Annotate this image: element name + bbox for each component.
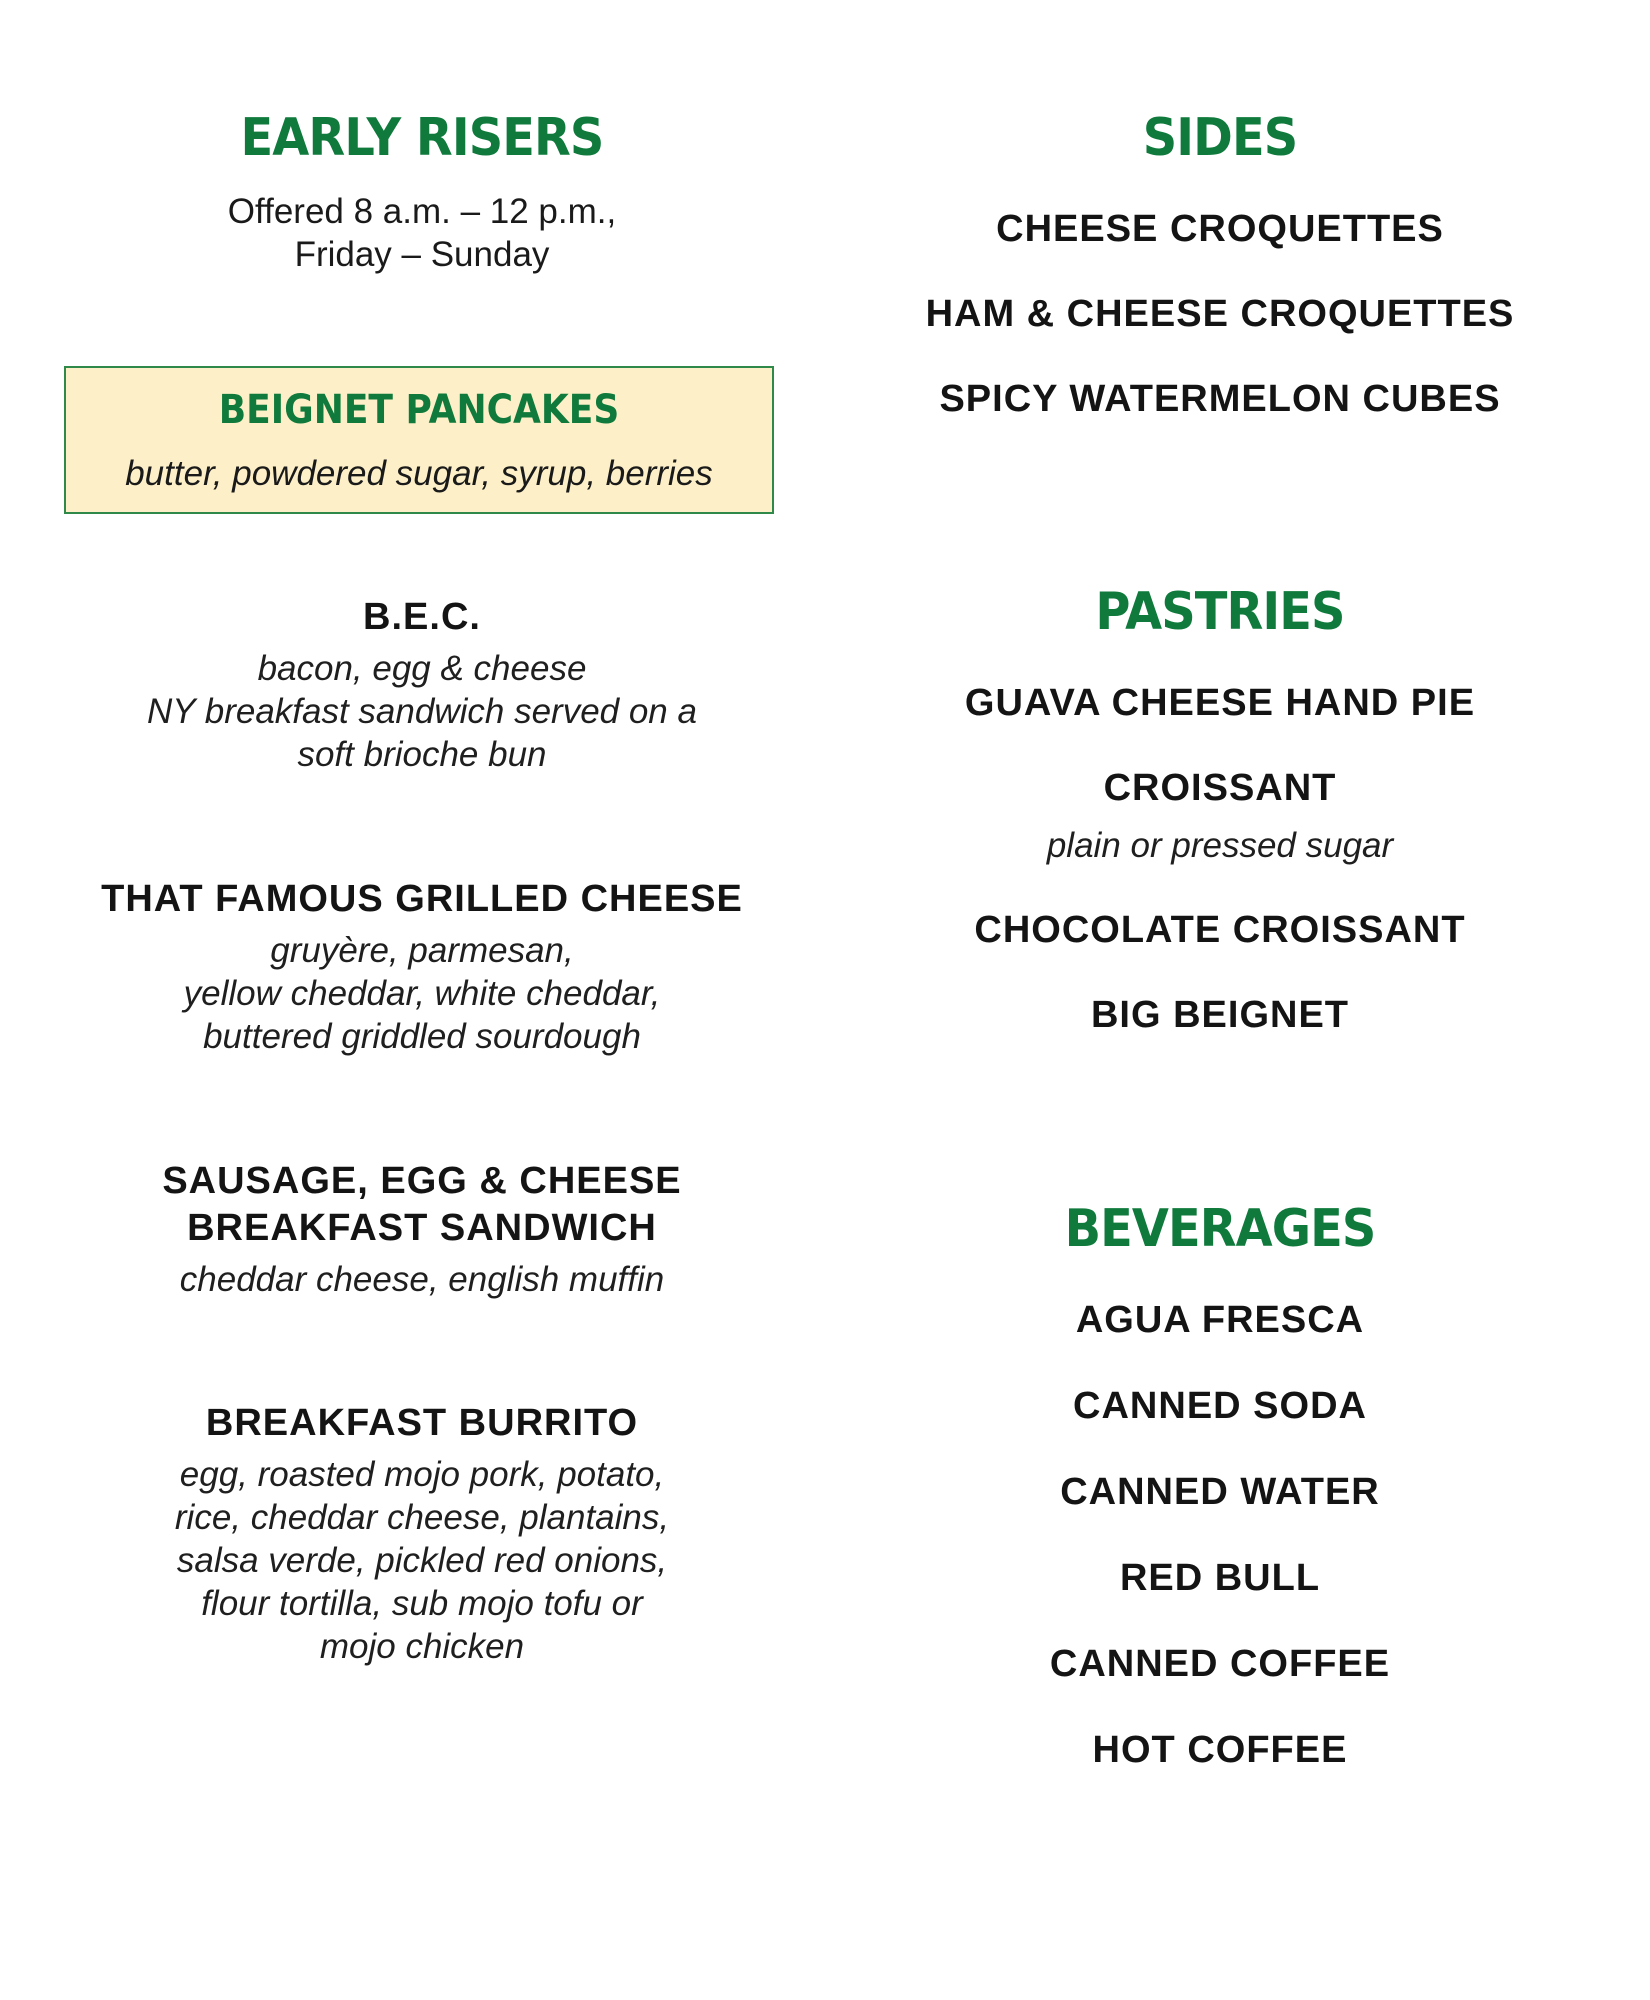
menu-item-bec (62, 594, 782, 776)
menu-item-name (62, 1400, 782, 1447)
featured-item-box (64, 366, 774, 514)
side-item: SPICY WATERMELON CUBES (939, 378, 1501, 420)
menu-item-name-line: B.E.C. (363, 596, 481, 638)
menu-item-desc-line: cheddar cheese, english muffin (179, 1260, 665, 1299)
beverage-item: CANNED COFFEE (1049, 1643, 1391, 1685)
side-item: HAM & CHEESE CROQUETTES (925, 293, 1515, 335)
sides-title: SIDES (1142, 108, 1298, 168)
menu-item-desc (62, 1453, 782, 1668)
menu-item-breakfast-burrito (62, 1400, 782, 1668)
featured-item-desc: butter, powdered sugar, syrup, berries (125, 454, 713, 493)
beverage-item: AGUA FRESCA (1075, 1299, 1365, 1341)
beverages-title: BEVERAGES (1064, 1199, 1376, 1259)
menu-item-desc (62, 647, 782, 776)
early-risers-hours (62, 190, 782, 276)
menu-item-grilled-cheese (62, 876, 782, 1058)
menu-item-desc-line: salsa verde, pickled red onions, (176, 1541, 668, 1580)
menu-item-desc-line: rice, cheddar cheese, plantains, (174, 1498, 670, 1537)
hours-line-1: Offered 8 a.m. – 12 p.m., (227, 192, 617, 231)
menu-item-name (62, 594, 782, 641)
menu-item-desc-line: egg, roasted mojo pork, potato, (179, 1455, 665, 1494)
menu-item-desc-line: gruyère, parmesan, (270, 931, 574, 970)
menu-item-sausage-egg-cheese (62, 1158, 782, 1301)
beverage-item: HOT COFFEE (1092, 1729, 1348, 1771)
pastry-item: BIG BEIGNET (1090, 994, 1350, 1036)
early-risers-title: EARLY RISERS (240, 108, 604, 168)
pastry-item: GUAVA CHEESE HAND PIE (964, 682, 1476, 724)
menu-item-desc-line: flour tortilla, sub mojo tofu or (201, 1584, 643, 1623)
pastry-item-desc: plain or pressed sugar (1046, 826, 1394, 865)
menu-item-name (62, 876, 782, 923)
menu-item-desc (62, 1258, 782, 1301)
menu-item-name-line: BREAKFAST BURRITO (205, 1402, 639, 1444)
side-item: CHEESE CROQUETTES (996, 208, 1444, 250)
menu-item-name-line: BREAKFAST SANDWICH (187, 1207, 657, 1249)
pastries-title: PASTRIES (1095, 582, 1345, 642)
beverage-item: CANNED WATER (1060, 1471, 1380, 1513)
pastry-item: CROISSANT (1103, 767, 1337, 809)
menu-item-desc-line: NY breakfast sandwich served on a (147, 692, 697, 731)
menu-item-desc-line: soft brioche bun (297, 735, 547, 774)
featured-item-name: BEIGNET PANCAKES (218, 387, 620, 433)
hours-line-2: Friday – Sunday (294, 235, 550, 274)
beverage-item: RED BULL (1119, 1557, 1321, 1599)
menu-item-desc-line: mojo chicken (319, 1627, 525, 1666)
menu-item-desc-line: yellow cheddar, white cheddar, (183, 974, 661, 1013)
pastry-item: CHOCOLATE CROISSANT (974, 909, 1466, 951)
menu-item-desc-line: buttered griddled sourdough (203, 1017, 641, 1056)
menu-item-desc (62, 929, 782, 1058)
menu-item-desc-line: bacon, egg & cheese (257, 649, 587, 688)
menu-item-name-line: THAT FAMOUS GRILLED CHEESE (101, 878, 743, 920)
menu-item-name (62, 1158, 782, 1252)
beverage-item: CANNED SODA (1073, 1385, 1367, 1427)
menu-item-name-line: SAUSAGE, EGG & CHEESE (162, 1160, 682, 1202)
